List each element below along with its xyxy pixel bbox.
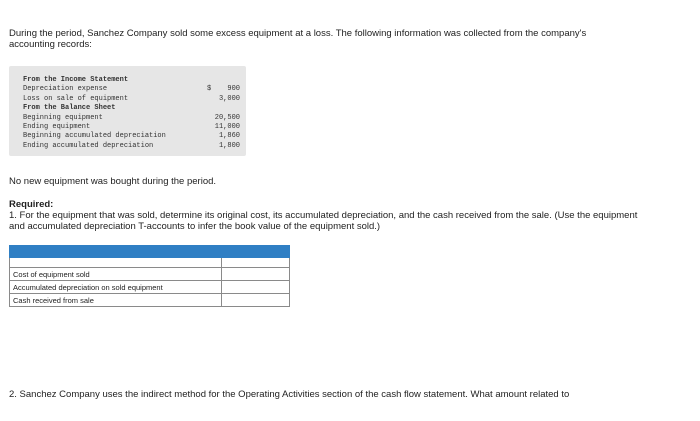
cost-of-equipment-sold-input[interactable] (225, 270, 286, 279)
cash-received-label: Cash received from sale (10, 294, 222, 307)
answer-blank-label-cell (10, 258, 222, 268)
records-row (23, 85, 243, 94)
no-new-equipment-note: No new equipment was bought during the period. (9, 176, 217, 187)
table-row (10, 281, 290, 294)
intro-text: During the period, Sanchez Company sold some excess equipment at a loss. The following information was collected from the company's accounting records: (9, 28, 587, 50)
records-value: 1,800 (218, 141, 240, 150)
records-label: Ending equipment (23, 123, 91, 131)
records-label: Depreciation expense (23, 85, 108, 94)
accumulated-depreciation-sold-cell (222, 281, 290, 294)
records-row (23, 132, 243, 141)
table-row (10, 294, 290, 307)
table-row (10, 268, 290, 281)
records-row (23, 114, 243, 123)
required-heading: Required: (9, 199, 54, 210)
records-label: Beginning equipment (23, 113, 103, 122)
records-value: 900 (227, 85, 240, 94)
answer-table (9, 245, 290, 307)
records-label: From the Income Statement (23, 76, 129, 84)
answer-blank-input-cell[interactable] (222, 258, 290, 268)
records-row (23, 142, 243, 151)
cost-of-equipment-sold-label: Cost of equipment sold (10, 268, 222, 281)
records-label: Beginning accumulated depreciation (23, 132, 166, 141)
records-label: Ending accumulated depreciation (23, 141, 154, 150)
records-row (23, 95, 243, 104)
answer-table-blank-row (10, 258, 290, 268)
records-row (23, 123, 243, 132)
answer-table-header-row (10, 246, 290, 258)
records-value: 1,860 (218, 132, 240, 141)
records-value: 11,000 (214, 123, 240, 131)
answer-table-header-cell (222, 246, 290, 258)
accounting-records-box (9, 66, 246, 156)
question-1-text: 1. For the equipment that was sold, determine its original cost, its accumulated depreciation, and the cash received from the sale. (Use the equipment and accumulated depreciation T-accounts to infer the book value of the equipment sold.) (9, 210, 638, 232)
records-section-header (23, 76, 243, 85)
cash-received-cell (222, 294, 290, 307)
records-value: 3,000 (218, 94, 240, 103)
records-label: From the Balance Sheet (23, 104, 116, 113)
cash-received-input[interactable] (225, 296, 286, 305)
cost-of-equipment-sold-cell (222, 268, 290, 281)
answer-table-header-cell (10, 246, 222, 258)
records-value: 20,500 (214, 113, 240, 122)
question-2-text: 2. Sanchez Company uses the indirect method for the Operating Activities section of the cash flow statement. What amount related to (9, 389, 570, 400)
records-label: Loss on sale of equipment (23, 94, 129, 103)
accumulated-depreciation-sold-input[interactable] (225, 283, 286, 292)
accumulated-depreciation-sold-label: Accumulated depreciation on sold equipment (10, 281, 222, 294)
records-section-header (23, 104, 243, 113)
records-dollar-sign: $ (207, 85, 212, 94)
